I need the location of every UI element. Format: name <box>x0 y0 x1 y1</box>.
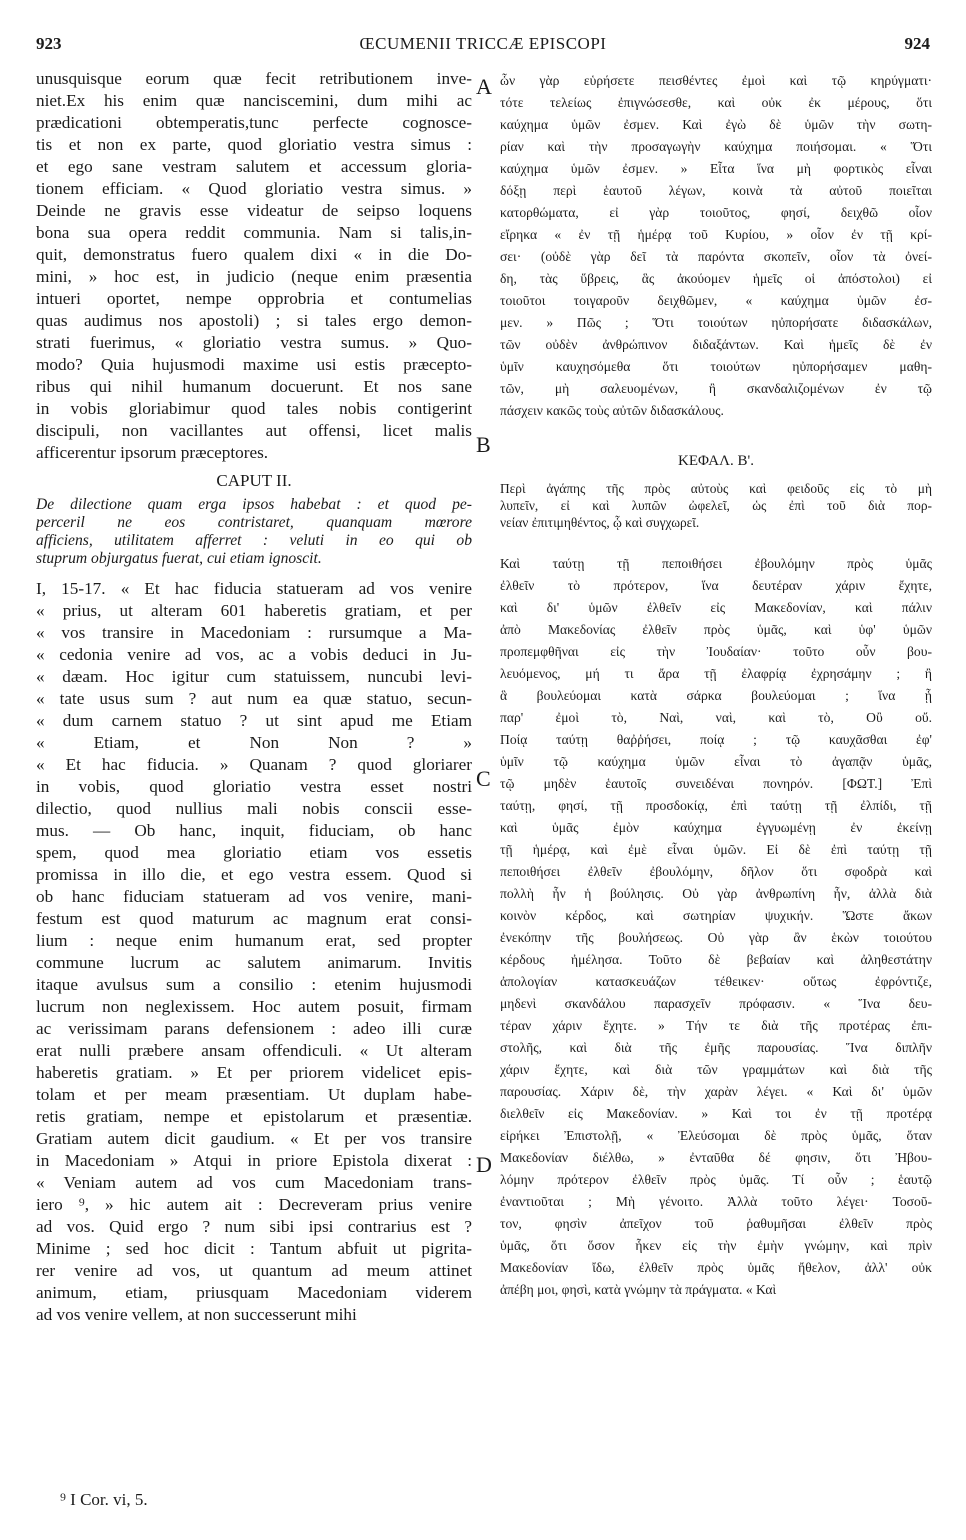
latin-text-line: ad vos. Quid ergo ? num sibi ipsi contrarius est ? <box>36 1217 472 1236</box>
greek-text-line: λευόμενος, μή τι ἄρα τῇ ἐλαφρίᾳ ἐχρησάμην ; ἢ <box>500 666 932 681</box>
latin-text-line: bona sua opera reddit communia. Nam si talis,in- <box>36 223 472 242</box>
greek-text-line: χάριν ἔχητε, καὶ διὰ τῶν γραμμάτων καὶ διὰ τῆς <box>500 1062 932 1077</box>
latin-column <box>36 68 472 1326</box>
latin-text-line: unusquisque eorum quæ fecit retributionem inve- <box>36 69 472 88</box>
greek-text-line: ὧν γὰρ εὑρήσετε πεισθέντες ἐμοὶ καὶ τῷ κηρύγματι· <box>500 73 932 88</box>
latin-chapter-heading: CAPUT II. <box>216 471 292 490</box>
latin-summary-line: perceril ne eos contristaret, quanquam mœrore <box>36 514 472 531</box>
latin-text-line: Deinde ne gravis esse videatur de seipso loquens <box>36 201 472 220</box>
greek-text-line: δη, τὰς ὕβρεις, ἃς ἀκούομεν ἡμεῖς οἱ ἀπόστολοι) εἰ <box>500 271 932 286</box>
greek-text-block-1 <box>500 70 932 422</box>
section-marker-d: D <box>476 1152 492 1177</box>
greek-text-line: παρουσίας. Χάριν δὲ, τὴν χαρὰν λέγει. « Καὶ δι' ὑμῶν <box>500 1084 932 1099</box>
greek-text-line: ρίαν καὶ τὴν προσαγωγὴν καύχημα ποιήσομαι. « Ὅτι <box>500 139 932 154</box>
latin-text-line: in vobis, quod gloriatio vestra esset nostri <box>36 777 472 796</box>
latin-text-line: afficerentur ipsorum præceptores. <box>36 443 269 462</box>
greek-text-line: Ποίᾳ ταύτῃ θαῤῥήσει, ποίᾳ ; τῷ καυχᾶσθαι ἐφ' <box>500 732 932 747</box>
greek-text-line: τῶν οὐδὲν ἀνθρώπινον διδαξάντων. Καὶ ἡμεῖς δὲ ἐν <box>500 337 932 352</box>
latin-text-line: strati fuerimus, « gloriatio vestra sumus. » Quo- <box>36 333 472 352</box>
greek-text-line: δόξῃ περὶ ἑαυτοῦ λέγων, κοινὰ τὰ αὐτοῦ ποιεῖται <box>500 183 932 198</box>
section-marker-a: A <box>476 74 492 99</box>
latin-text-line: mus. — Ob hanc, inquit, fiduciam, ob hanc <box>36 821 472 840</box>
latin-text-line: et ego sane vestram salutem et accessum gloria- <box>36 157 472 176</box>
latin-text-line: intueri oportet, nempe opprobria et contumelias <box>36 289 472 308</box>
greek-summary-line: νείαν ἐπιτιμηθέντος, ᾧ καὶ συγχωρεῖ. <box>500 515 700 530</box>
greek-text-line: ἐλθεῖν τὸ πρότερον, ἵνα δευτέραν χάριν ἔχητε, <box>500 578 932 593</box>
latin-text-line: quit, demonstratus fuero qualem dixi « in die Do- <box>36 245 472 264</box>
greek-text-line: λόμην πρότερον ἐλθεῖν πρὸς ὑμᾶς. Τί οὖν ; ἑαυτῷ <box>500 1172 932 1187</box>
latin-text-line: itaque avulsus sum a consilio : etenim hujusmodi <box>36 975 472 994</box>
latin-text-line: retis gratiam, nempe et epistolarum et præsentiæ. <box>36 1107 472 1126</box>
greek-text-line: σει· (οὐδὲ γὰρ δεῖ τὰ παρόντα σκοπεῖν, οἷον τὰ ὀνεί- <box>500 249 932 264</box>
latin-text-line: I, 15-17. « Et hac fiducia statueram ad vos venire <box>36 579 472 598</box>
greek-text-line: ἐνεκόπην τῆς βουλήσεως. Οὐ γὰρ ἂν ἑκὼν τοιούτου <box>500 930 932 945</box>
latin-text-line: quas audimus nos apostoli) ; si tales ergo demon- <box>36 311 472 330</box>
greek-text-line: τῷ μηδὲν ἑαυτοῖς συνειδέναι πονηρόν. [ΦΩΤ.] Ἐπὶ <box>500 776 932 791</box>
greek-text-line: τῶν, μὴ σαλευομένων, ἢ σκανδαλιζομένων ἐν τῷ <box>500 381 932 396</box>
greek-text-line: καὶ ὑμᾶς ἐμὸν καύχημα ἐγγυωμένῃ ἐν ἐκείνῃ <box>500 820 932 835</box>
running-header <box>36 34 930 58</box>
latin-text-line: ad vos venire vellem, at non successerunt mihi <box>36 1305 357 1324</box>
latin-text-line: Minime ; sed hoc dicit : Tantum abfuit ut pigrita- <box>36 1239 472 1258</box>
latin-text-line: dilectio, quod nullius mali nobis conscii esse- <box>36 799 472 818</box>
latin-text-line: spem, quod mea gloriatio etiam vos essetis <box>36 843 472 862</box>
latin-summary-line: De dilectione quam erga ipsos habebat : et quod pe- <box>36 496 472 513</box>
greek-text-line: τοιοῦτοι τοιγαροῦν δειχθῶμεν, « καύχημα ὑμῶν ἐσ- <box>500 293 932 308</box>
latin-text-line: Gratiam autem dicit gaudium. « Et per vos transire <box>36 1129 472 1148</box>
section-marker-c: C <box>476 766 491 791</box>
latin-text-line: commune lucrum ac salutem animarum. Invitis <box>36 953 472 972</box>
latin-text-line: lium : neque enim humanum erat, sed propter <box>36 931 472 950</box>
latin-text-line: ribus qui nihil humanum docuerunt. Et nos sane <box>36 377 472 396</box>
latin-text-line: « Et hac fiducia. » Quanam ? quod gloriarer <box>36 755 472 774</box>
latin-text-line: « tate usus sum ? aut num ea quæ statuo, secun- <box>36 689 472 708</box>
latin-text-line: in Macedoniam » Atqui in priore Epistola dixerat : <box>36 1151 472 1170</box>
greek-text-line: εἰρήκει Ἐπιστολῇ, « Ἐλεύσομαι δὲ πρὸς ὑμᾶς, ὅταν <box>500 1128 932 1143</box>
latin-text-block-1 <box>36 68 472 464</box>
latin-text-line: « cedonia venire ad vos, ac a vobis deduci in Ju- <box>36 645 472 664</box>
greek-summary-line: λυπεῖν, εἰ καὶ λυπῶν ὠφελεῖ, ὡς ἐπὶ τοῦ διὰ πορ- <box>500 498 932 513</box>
latin-text-line: tionem efficiam. « Quod gloriatio vestra simus. » <box>36 179 472 198</box>
latin-text-block-2 <box>36 578 472 1326</box>
greek-text-line: ἀπολογίαν κατασκευάζων τέθεικεν· οὕτως ἐφρόντιζε, <box>500 974 932 989</box>
latin-text-line: « vos transire in Macedoniam : rursumque a Ma- <box>36 623 472 642</box>
latin-text-line: mini, » hoc est, in judicio (neque enim præsentia <box>36 267 472 286</box>
latin-summary-line: afficiens, utilitatem afferret : veluti in eo qui ob <box>36 532 472 549</box>
left-page-number: 923 <box>36 34 62 53</box>
latin-text-line: promissa in illo die, et ego vestra essem. Quod si <box>36 865 472 884</box>
greek-column <box>500 70 932 1301</box>
greek-chapter-heading: ΚΕΦΑΛ. Β'. <box>678 453 754 469</box>
greek-text-line: ἀπὸ Μακεδονίας ἐλθεῖν πρὸς ὑμᾶς, καὶ ὑφ' ὑμῶν <box>500 622 932 637</box>
footnote: ⁹ I Cor. vi, 5. <box>60 1490 148 1509</box>
greek-text-line: εἴρηκα « ἐν τῇ ἡμέρᾳ τοῦ Κυρίου, » οἷον ἐν τῇ κρί- <box>500 227 932 242</box>
greek-text-line: μεν. » Πῶς ; Ὅτι τοιούτων ηὐπορήσατε διδασκάλων, <box>500 315 932 330</box>
greek-text-line: πολλὴ ἦν ἡ βούλησις. Οὐ γὰρ ἀνθρωπίνη ἦν, ἀλλὰ διὰ <box>500 886 932 901</box>
greek-text-line: ἐναντιοῦται ; Μὴ γένοιτο. Ἀλλὰ τοῦτο λέγει· Τοσοῦ- <box>500 1194 932 1209</box>
greek-text-line: τότε τελείως ἐπιγνώσεσθε, καὶ οὐκ ἐκ μέρους, ὅτι <box>500 95 932 110</box>
latin-text-line: in vobis gloriabimur quod tales nobis contigerint <box>36 399 472 418</box>
latin-text-line: erat nulli præbere ansam offendiculi. « Ut alteram <box>36 1041 472 1060</box>
greek-chapter-summary <box>500 480 932 531</box>
greek-text-line: μηδενὶ σκανδάλου παρασχεῖν πρόφασιν. « Ἵνα δευ- <box>500 996 932 1011</box>
latin-text-line: festum est quod maturum ac magnum erat consi- <box>36 909 472 928</box>
greek-text-line: πεποιθήσει ἐλθεῖν ἐβουλόμην, δῆλον ὅτι σφοδρὰ καὶ <box>500 864 932 879</box>
latin-text-line: « dæam. Hoc igitur cum statuissem, nuncubi levi- <box>36 667 472 686</box>
greek-text-line: καύχημα ὑμῶν ἐσμεν. » Εἶτα ἵνα μὴ φορτικὸς εἶναι <box>500 161 932 176</box>
latin-text-line: « prius, ut alteram 601 haberetis gratiam, et per <box>36 601 472 620</box>
greek-text-line: τέραν χάριν ἔχητε. » Τήν τε διὰ τῆς προτέρας ἐπι- <box>500 1018 932 1033</box>
greek-text-line: ἃ βουλεύομαι κατὰ σάρκα βουλεύομαι ; ἵνα ᾖ <box>500 688 932 703</box>
latin-text-line: prædicationi obtemperatis,tunc perfecte cognosce- <box>36 113 472 132</box>
greek-text-line: καὶ δι' ὑμῶν ἐλθεῖν εἰς Μακεδονίαν, καὶ πάλιν <box>500 600 932 615</box>
latin-text-line: modo? Quia hujusmodi maxime usi estis præcepto- <box>36 355 472 374</box>
greek-text-line: κέρδους ἠμέλησα. Τοῦτο δὲ βεβαίαν καὶ ἀληθεστάτην <box>500 952 932 967</box>
latin-text-line: niet.Ex his enim quæ nanciscemini, dum mihi ac <box>36 91 472 110</box>
latin-text-line: tolam et per meam præsentiam. Ut duplam habe- <box>36 1085 472 1104</box>
latin-text-line: lucrum non neglexissem. Hoc autem posuit, firmam <box>36 997 472 1016</box>
greek-text-line: κατορθώματα, εἰ γὰρ τοιοῦτος, φησί, δειχθῶ οἷον <box>500 205 932 220</box>
greek-text-line: Μακεδονίαν ἴδω, ἐλθεῖν πρὸς ὑμᾶς ἤθελον, ἀλλ' οὐκ <box>500 1260 932 1275</box>
right-page-number: 924 <box>904 34 930 53</box>
latin-text-line: rer venire ad vos, ut quantum ad meum attinet <box>36 1261 472 1280</box>
latin-text-line: haberetis gratiam. » Et per priorem videlicet epis- <box>36 1063 472 1082</box>
greek-text-line: ταύτῃ, φησί, τῇ προσδοκίᾳ, ἐπὶ ταύτῃ τῇ ἐλπίδι, τῇ <box>500 798 932 813</box>
latin-summary-line: stuprum objurgatus fuerat, cui etiam ignoscit. <box>36 550 322 567</box>
latin-chapter-summary <box>36 496 472 568</box>
latin-text-line: ac verissimam parans defensionem : adeo illi curæ <box>36 1019 472 1038</box>
latin-text-line: « Etiam, et Non Non ? » <box>36 733 472 752</box>
greek-text-line: τον, φησὶν ἀπεῖχον τοῦ ῥαθυμῆσαι ἐλθεῖν πρὸς <box>500 1216 932 1231</box>
latin-text-line: « Veniam autem ad vos cum Macedoniam trans- <box>36 1173 472 1192</box>
greek-text-line: τῇ ἡμέρᾳ, καὶ ἐμὲ εἶναι ὑμῶν. Εἰ δὲ ἐπὶ ταύτῃ τῇ <box>500 842 932 857</box>
greek-text-block-2 <box>500 553 932 1301</box>
latin-text-line: animum, etiam, priusquam Macedoniam viderem <box>36 1283 472 1302</box>
latin-text-line: « dum carnem statuo ? ut sint apud me Etiam <box>36 711 472 730</box>
section-marker-b: B <box>476 432 491 457</box>
greek-summary-line: Περὶ ἀγάπης τῆς πρὸς αὐτοὺς καὶ φειδοῦς εἰς τὸ μὴ <box>500 481 932 496</box>
greek-text-line: στολῆς, καὶ διὰ τῆς ἐμῆς παρουσίας. Ἵνα διπλῆν <box>500 1040 932 1055</box>
greek-text-line: ὑμῖν καυχησόμεθα ὅτι τοιούτων ηὐπορήσαμεν μαθη- <box>500 359 932 374</box>
greek-text-line: ἀπέβη μοι, φησὶ, κατὰ γνώμην τὰ πράγματα. « Καὶ <box>500 1282 777 1297</box>
latin-text-line: discipuli, non vacillantes aut offensi, licet malis <box>36 421 472 440</box>
greek-text-line: ὑμᾶς, ὅτι ὅσον ἧκεν εἰς τὴν ἐμὴν γνώμην, καὶ πρὶν <box>500 1238 932 1253</box>
latin-text-line: iero ⁹, » hic autem ait : Decreveram prius venire <box>36 1195 472 1214</box>
greek-text-line: προπεμφθῆναι εἰς τὴν Ἰουδαίαν· τοῦτο οὖν βου- <box>500 644 932 659</box>
greek-text-line: διελθεῖν εἰς Μακεδονίαν. » Καὶ τοι ἐν τῇ προτέρᾳ <box>500 1106 932 1121</box>
latin-text-line: ob hanc fiduciam statueram ad vos venire, mani- <box>36 887 472 906</box>
greek-text-line: κοινὸν κέρδος, καὶ σωτηρίαν ψυχικήν. Ὥστε ἄκων <box>500 908 932 923</box>
latin-text-line: tis et non ex parte, quod gloriatio vestra simus : <box>36 135 472 154</box>
greek-text-line: καύχημα ὑμῶν ἐσμεν. Καὶ ἐγὼ δὲ ὑμῶν τὴν σωτη- <box>500 117 932 132</box>
running-title: ŒCUMENII TRICCÆ EPISCOPI <box>359 34 607 53</box>
greek-text-line: παρ' ἐμοὶ τὸ, Ναὶ, ναὶ, καὶ τὸ, Οὒ οὔ. <box>500 710 932 725</box>
greek-text-line: Μακεδονίαν διέλθω, » ἐνταῦθα δέ φησιν, ὅτι Ἠβου- <box>500 1150 932 1165</box>
greek-text-line: ὑμῖν τῷ καύχημα ὑμῶν εἶναι τὸ ἀγαπᾷν ὑμᾶς, <box>500 754 932 769</box>
greek-text-line: Καὶ ταύτῃ τῇ πεποιθήσει ἐβουλόμην πρὸς ὑμᾶς <box>500 556 932 571</box>
greek-text-line: πάσχειν κακῶς τοὺς αὐτῶν διδασκάλους. <box>500 403 724 418</box>
